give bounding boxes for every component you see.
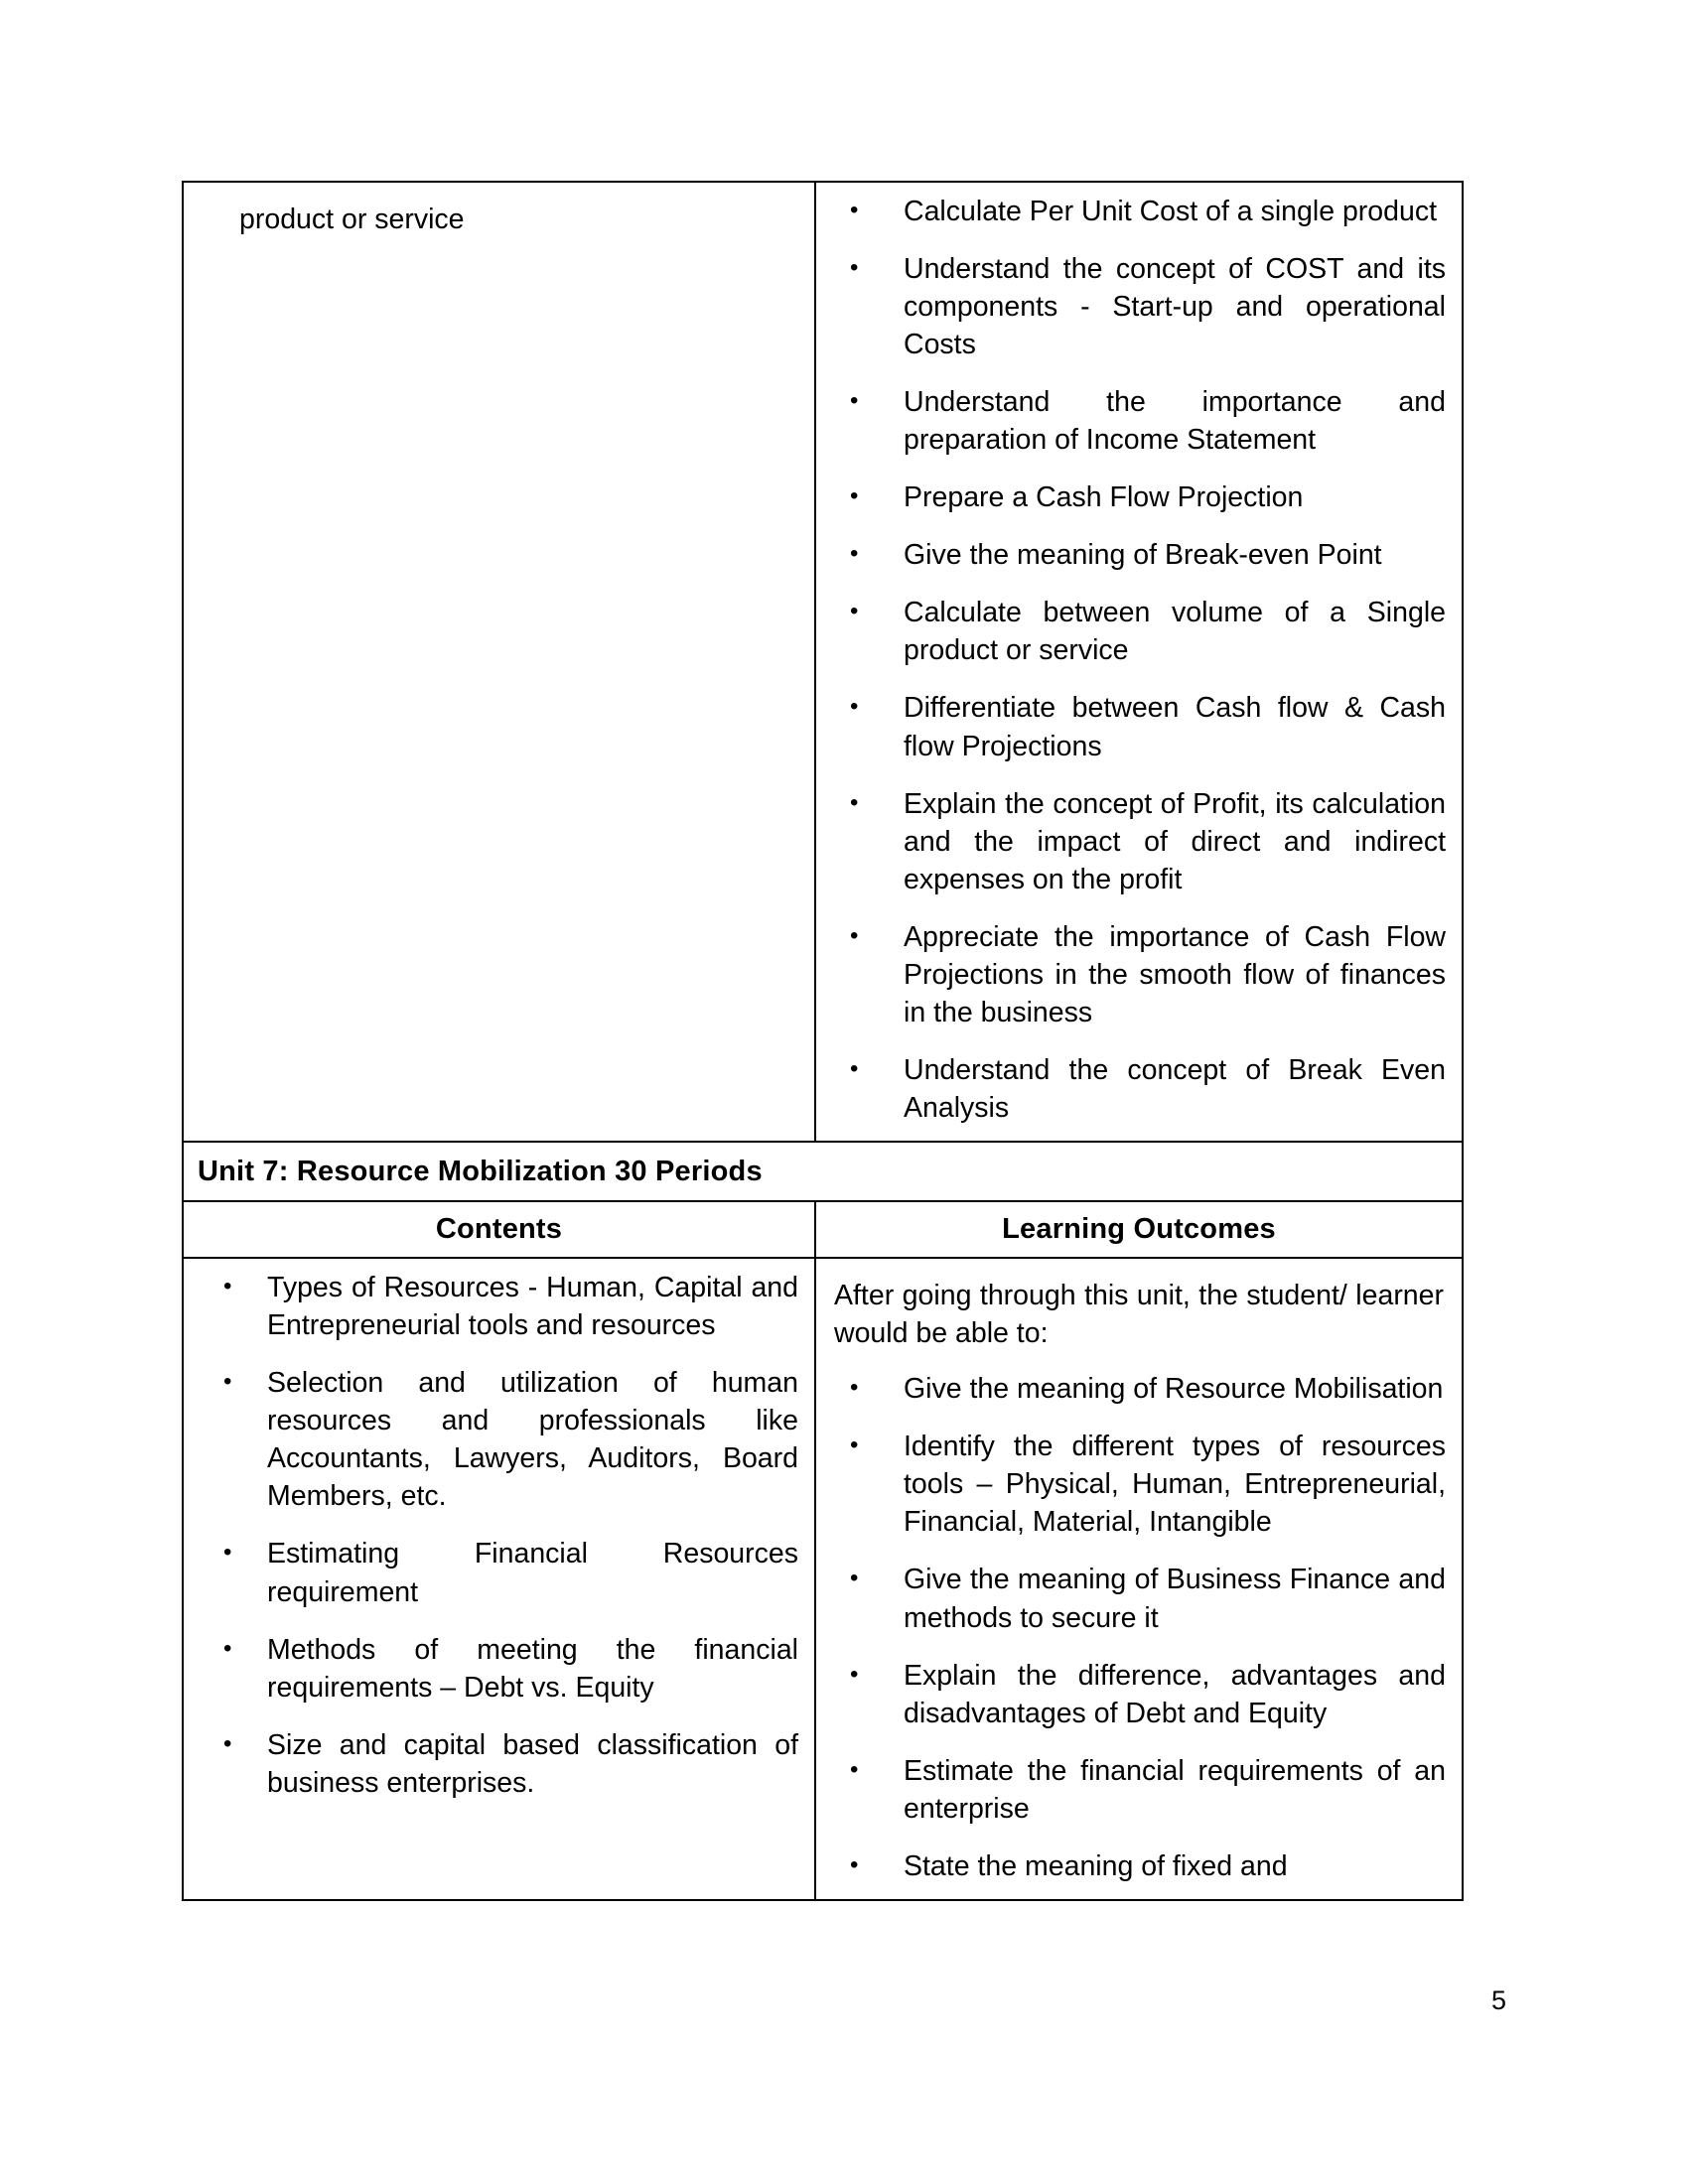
- list-item: [832, 1752, 1446, 1828]
- list-item-text: Explain the difference, advantages and disadvantages of Debt and Equity: [904, 1659, 1446, 1729]
- table-row-continued-unit: [183, 182, 1463, 1142]
- list-item: [832, 918, 1446, 1031]
- list-item-text: Size and capital based classification of business enterprises.: [267, 1728, 798, 1799]
- bullet-icon: •: [850, 482, 859, 510]
- bullet-icon: •: [850, 387, 859, 415]
- bullet-icon: •: [850, 540, 859, 568]
- list-item-text: Appreciate the importance of Cash Flow Projections in the smooth flow of finances in the business: [904, 920, 1446, 1028]
- list-item-text: Give the meaning of Break-even Point: [904, 539, 1382, 572]
- list-item: [832, 1428, 1446, 1541]
- list-item: [832, 594, 1446, 669]
- table-row-unit7-banner: [183, 1142, 1463, 1201]
- list-item-text: Estimating Financial Resources requirement: [267, 1538, 798, 1608]
- list-item: [832, 1561, 1446, 1636]
- list-item-text: Prepare a Cash Flow Projection: [904, 481, 1304, 514]
- list-item: [832, 250, 1446, 363]
- list-item: [200, 1269, 798, 1344]
- list-item: [200, 1726, 798, 1802]
- list-item-text: Understand the importance and preparation of Income Statement: [904, 386, 1446, 457]
- table-row-unit7-headers: [183, 1201, 1463, 1258]
- list-item: [832, 785, 1446, 898]
- continued-contents-cell: [183, 182, 815, 1142]
- list-item-text: Understand the concept of COST and its components - Start-up and operational Costs: [904, 253, 1446, 361]
- bullet-icon: •: [850, 598, 859, 625]
- list-item: [832, 1051, 1446, 1127]
- list-item-text: Explain the concept of Profit, its calculation and the impact of direct and indirect expenses on the profit: [904, 787, 1446, 895]
- bullet-icon: •: [850, 1374, 859, 1402]
- bullet-icon: •: [850, 1054, 859, 1082]
- unit7-title: Unit 7: Resource Mobilization 30 Periods: [198, 1155, 763, 1187]
- list-item: [200, 1535, 798, 1610]
- list-item-text: Selection and utilization of human resources and professionals like Accountants, Lawyers, Auditors, Board Members, etc.: [267, 1367, 798, 1513]
- bullet-icon: •: [850, 1432, 859, 1459]
- bullet-icon: •: [850, 1755, 859, 1783]
- list-item-text: Differentiate between Cash flow & Cash flow Projections: [904, 692, 1446, 762]
- list-item-text: Types of Resources - Human, Capital and Entrepreneurial tools and resources: [267, 1272, 798, 1342]
- list-item-text: Calculate Per Unit Cost of a single product: [904, 196, 1438, 227]
- list-item-text: Give the meaning of Business Finance and methods to secure it: [904, 1564, 1446, 1634]
- syllabus-table: [182, 181, 1464, 1901]
- unit7-contents-list: [200, 1269, 798, 1802]
- list-item: [832, 1657, 1446, 1732]
- list-item: [832, 1847, 1446, 1885]
- bullet-icon: •: [223, 1539, 232, 1567]
- bullet-icon: •: [223, 1273, 232, 1300]
- bullet-icon: •: [850, 197, 859, 223]
- unit7-outcomes-header-cell: [815, 1201, 1463, 1258]
- list-item: [832, 1370, 1446, 1408]
- list-item-text: Identify the different types of resources tools – Physical, Human, Entrepreneurial, Financial, Material, Intangible: [904, 1431, 1446, 1539]
- bullet-icon: •: [850, 1850, 859, 1878]
- bullet-icon: •: [850, 254, 859, 282]
- list-item-text: Methods of meeting the financial requirements – Debt vs. Equity: [267, 1633, 798, 1704]
- bullet-icon: •: [850, 921, 859, 949]
- list-item: [832, 383, 1446, 459]
- bullet-icon: •: [223, 1634, 232, 1662]
- syllabus-table-wrapper: [182, 181, 1458, 1901]
- bullet-icon: •: [223, 1729, 232, 1757]
- list-item-text: Understand the concept of Break Even Analysis: [904, 1053, 1446, 1124]
- list-item: [832, 193, 1446, 230]
- list-item-text: State the meaning of fixed and: [904, 1849, 1288, 1882]
- list-item: [200, 1364, 798, 1515]
- unit7-contents-header-cell: [183, 1201, 815, 1258]
- bullet-icon: •: [850, 1660, 859, 1688]
- page-number: 5: [1490, 1985, 1506, 2015]
- continued-outcomes-cell: [815, 182, 1463, 1142]
- list-item: [200, 1631, 798, 1706]
- continued-contents-trailing-text: product or service: [239, 204, 465, 235]
- bullet-icon: •: [850, 1565, 859, 1592]
- unit7-outcomes-list: [832, 1370, 1446, 1885]
- column-header-learning-outcomes: Learning Outcomes: [1002, 1213, 1276, 1246]
- list-item: [832, 689, 1446, 764]
- list-item-text: Estimate the financial requirements of an enterprise: [904, 1754, 1446, 1825]
- unit7-outcomes-intro: After going through this unit, the student/ learner would be able to:: [834, 1280, 1444, 1350]
- bullet-icon: •: [850, 693, 859, 721]
- list-item: [832, 536, 1446, 574]
- unit7-banner-cell: [183, 1142, 1463, 1201]
- column-header-contents: Contents: [435, 1213, 563, 1246]
- list-item-text: Give the meaning of Resource Mobilisation: [904, 1373, 1444, 1406]
- unit7-outcomes-cell: [815, 1258, 1463, 1900]
- continued-outcomes-list: [832, 193, 1446, 1127]
- list-item: [832, 478, 1446, 516]
- bullet-icon: •: [850, 788, 859, 816]
- table-row-unit7-body: [183, 1258, 1463, 1900]
- list-item-text: Calculate between volume of a Single product or service: [904, 597, 1446, 667]
- bullet-icon: •: [223, 1368, 232, 1396]
- unit7-contents-cell: [183, 1258, 815, 1900]
